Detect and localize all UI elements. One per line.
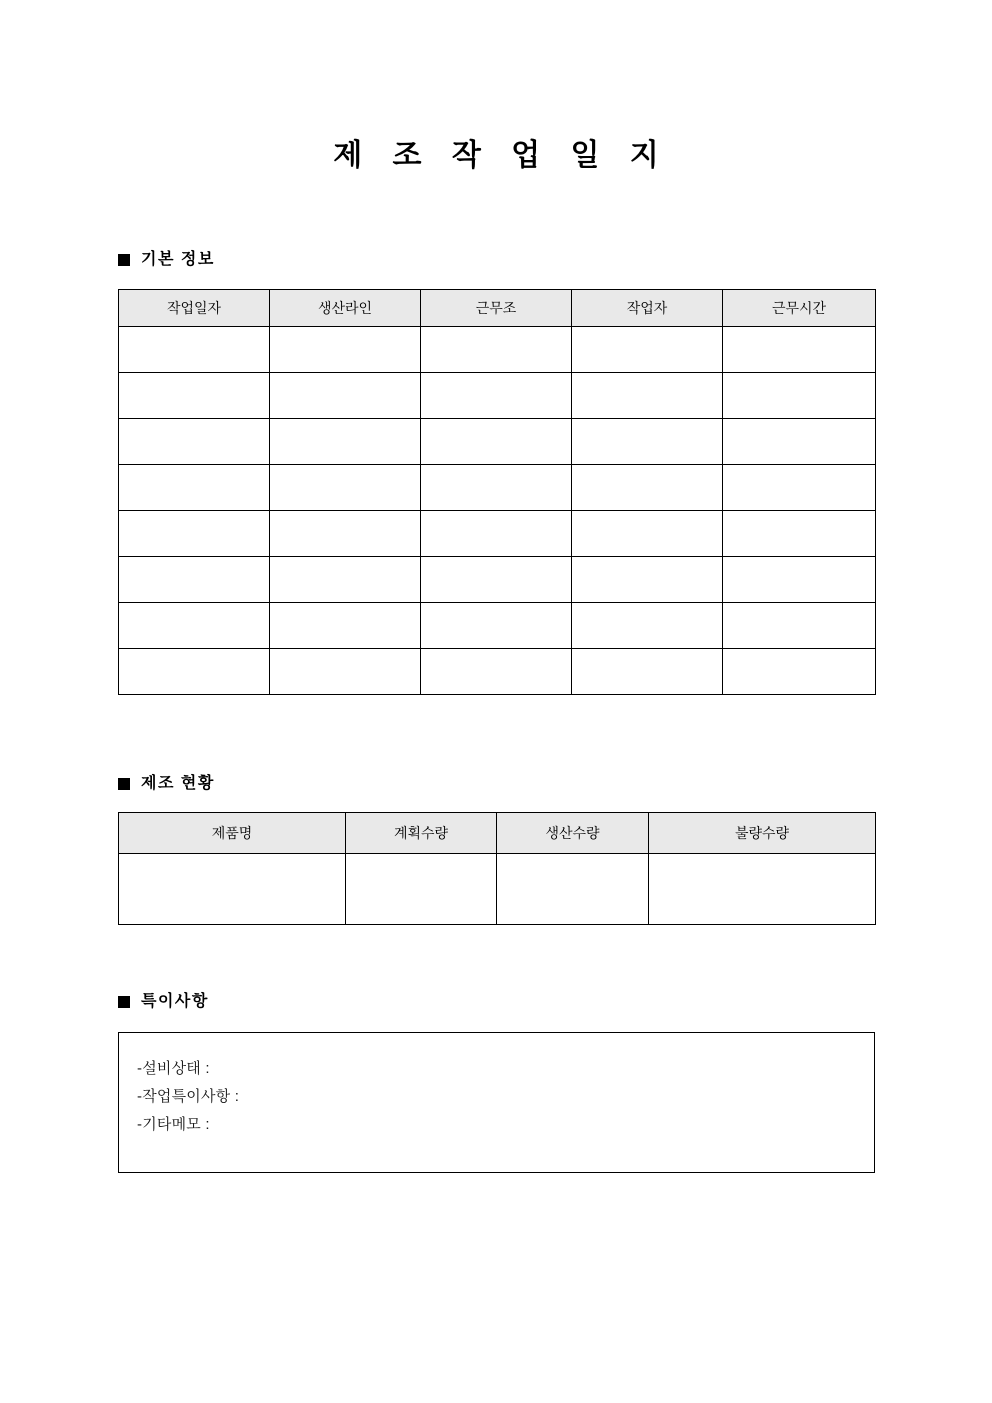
cell-work-hours[interactable]	[723, 327, 876, 373]
cell-worker[interactable]	[572, 603, 723, 649]
cell-work-date[interactable]	[119, 603, 270, 649]
cell-shift[interactable]	[421, 373, 572, 419]
cell-shift[interactable]	[421, 465, 572, 511]
cell-worker[interactable]	[572, 419, 723, 465]
cell-work-hours[interactable]	[723, 511, 876, 557]
table-header-row	[119, 813, 876, 854]
cell-produced-qty[interactable]	[497, 854, 649, 925]
page-title: 제 조 작 업 일 지	[333, 139, 670, 172]
cell-product-name[interactable]	[119, 854, 346, 925]
cell-worker[interactable]	[572, 511, 723, 557]
cell-work-hours[interactable]	[723, 465, 876, 511]
notes-line-work-remarks[interactable]: -작업특이사항 :	[137, 1088, 240, 1105]
table-row	[119, 419, 876, 465]
cell-work-date[interactable]	[119, 419, 270, 465]
table-row	[119, 603, 876, 649]
cell-work-hours[interactable]	[723, 557, 876, 603]
cell-shift[interactable]	[421, 419, 572, 465]
cell-production-line[interactable]	[270, 511, 421, 557]
notes-line-equipment-status[interactable]: -설비상태 :	[137, 1060, 210, 1077]
section-heading-notes	[118, 991, 209, 1013]
cell-worker[interactable]	[572, 557, 723, 603]
section-heading-production-status	[118, 773, 215, 795]
table-row	[119, 511, 876, 557]
cell-production-line[interactable]	[270, 465, 421, 511]
column-header-work-date: 작업일자	[119, 290, 270, 327]
cell-work-date[interactable]	[119, 327, 270, 373]
cell-shift[interactable]	[421, 649, 572, 695]
cell-defect-qty[interactable]	[649, 854, 876, 925]
cell-production-line[interactable]	[270, 419, 421, 465]
cell-production-line[interactable]	[270, 649, 421, 695]
column-header-worker: 작업자	[572, 290, 723, 327]
notes-list	[119, 1033, 874, 1139]
cell-worker[interactable]	[572, 327, 723, 373]
cell-shift[interactable]	[421, 511, 572, 557]
cell-work-hours[interactable]	[723, 373, 876, 419]
cell-work-date[interactable]	[119, 511, 270, 557]
notes-line-other-memo[interactable]: -기타메모 :	[137, 1116, 210, 1133]
cell-production-line[interactable]	[270, 603, 421, 649]
cell-worker[interactable]	[572, 373, 723, 419]
column-header-produced-qty: 생산수량	[497, 813, 649, 854]
cell-shift[interactable]	[421, 327, 572, 373]
cell-work-date[interactable]	[119, 649, 270, 695]
column-header-production-line: 생산라인	[270, 290, 421, 327]
cell-shift[interactable]	[421, 603, 572, 649]
section-heading-basic-info	[118, 249, 215, 271]
column-header-defect-qty: 불량수량	[649, 813, 876, 854]
cell-worker[interactable]	[572, 649, 723, 695]
table-header-row	[119, 290, 876, 327]
cell-production-line[interactable]	[270, 557, 421, 603]
table-row	[119, 465, 876, 511]
column-header-work-hours: 근무시간	[723, 290, 876, 327]
notes-box[interactable]	[118, 1032, 875, 1173]
column-header-product-name: 제품명	[119, 813, 346, 854]
section-heading-label: 제조 현황	[141, 775, 215, 792]
cell-production-line[interactable]	[270, 327, 421, 373]
cell-planned-qty[interactable]	[346, 854, 497, 925]
cell-production-line[interactable]	[270, 373, 421, 419]
square-bullet-icon	[118, 996, 130, 1008]
section-heading-label: 특이사항	[141, 993, 209, 1010]
table-row	[119, 327, 876, 373]
cell-work-date[interactable]	[119, 465, 270, 511]
cell-work-date[interactable]	[119, 373, 270, 419]
cell-shift[interactable]	[421, 557, 572, 603]
square-bullet-icon	[118, 254, 130, 266]
production-status-table	[118, 812, 876, 925]
column-header-planned-qty: 계획수량	[346, 813, 497, 854]
cell-work-hours[interactable]	[723, 649, 876, 695]
cell-work-hours[interactable]	[723, 419, 876, 465]
basic-info-table	[118, 289, 876, 695]
cell-work-hours[interactable]	[723, 603, 876, 649]
table-row	[119, 557, 876, 603]
table-row	[119, 854, 876, 925]
column-header-shift: 근무조	[421, 290, 572, 327]
cell-work-date[interactable]	[119, 557, 270, 603]
section-heading-label: 기본 정보	[141, 251, 215, 268]
table-row	[119, 649, 876, 695]
cell-worker[interactable]	[572, 465, 723, 511]
table-row	[119, 373, 876, 419]
square-bullet-icon	[118, 778, 130, 790]
